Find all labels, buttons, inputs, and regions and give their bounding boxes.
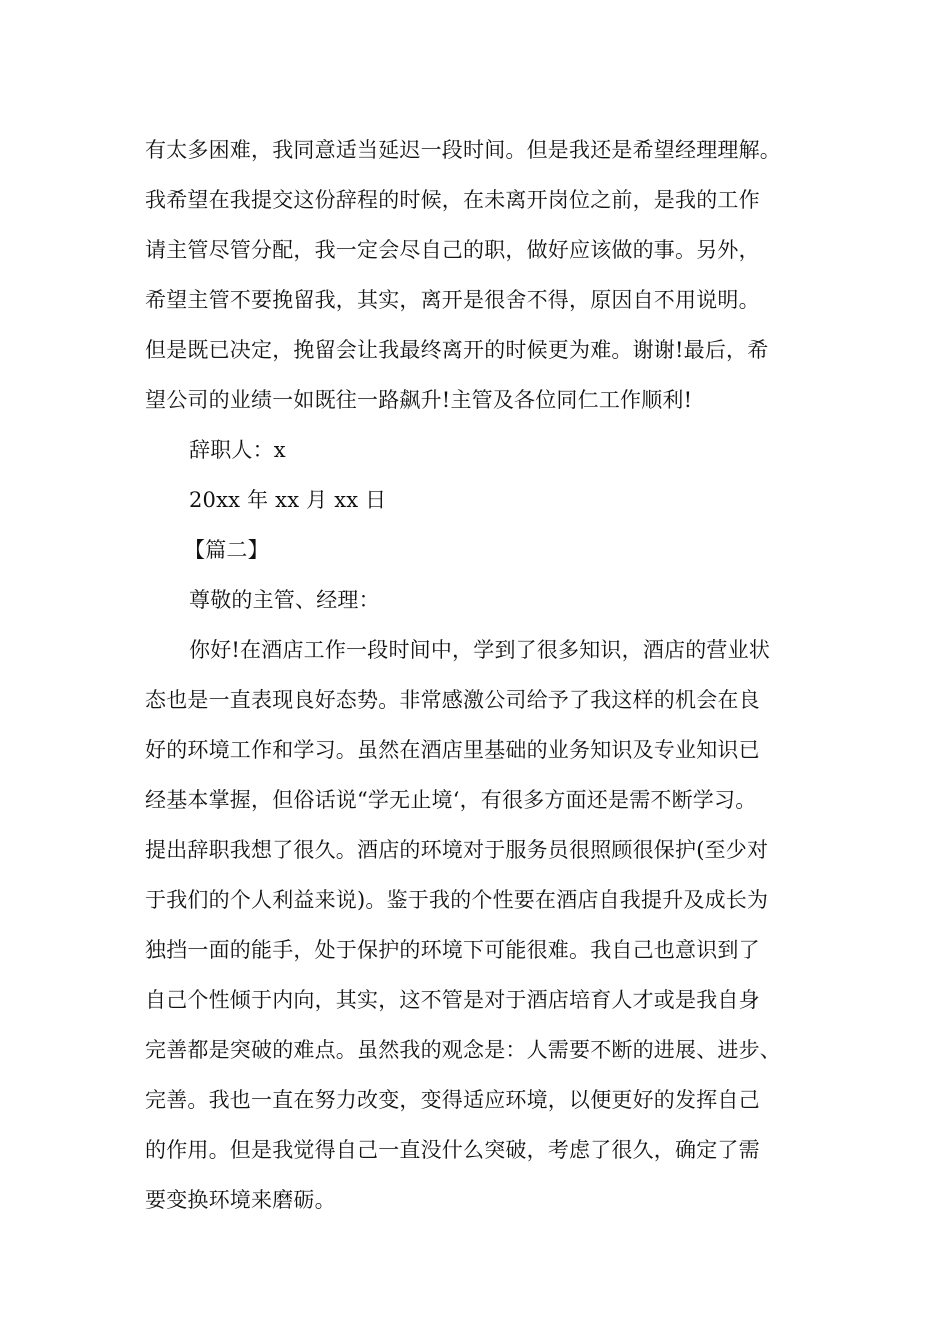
- paragraph-line: 希望主管不要挽留我，其实，离开是很舍不得，原因自不用说明。: [145, 288, 760, 312]
- paragraph-line: 完善都是突破的难点。虽然我的观念是：人需要不断的进展、进步、: [145, 1038, 781, 1062]
- paragraph-line: 态也是一直表现良好态势。非常感激公司给予了我这样的机会在良: [145, 688, 760, 712]
- paragraph-line: 你好!在酒店工作一段时间中，学到了很多知识，酒店的营业状: [189, 638, 771, 662]
- section-heading: 【篇二】: [184, 538, 269, 562]
- paragraph-line: 于我们的个人利益来说)。鉴于我的个性要在酒店自我提升及成长为: [145, 888, 769, 912]
- paragraph-line: 的作用。但是我觉得自己一直没什么突破，考虑了很久，确定了需: [145, 1138, 760, 1162]
- paragraph-line: 望公司的业绩一如既往一路飙升!主管及各位同仁工作顺利!: [145, 388, 693, 412]
- salutation-line: 尊敬的主管、经理：: [189, 588, 380, 612]
- paragraph-line: 独挡一面的能手，处于保护的环境下可能很难。我自己也意识到了: [145, 938, 760, 962]
- paragraph-line: 完善。我也一直在努力改变，变得适应环境，以便更好的发挥自己: [145, 1088, 760, 1112]
- paragraph-line: 提出辞职我想了很久。酒店的环境对于服务员很照顾很保护(至少对: [145, 838, 769, 862]
- date-line: 20xx 年 xx 月 xx 日: [189, 488, 387, 512]
- signature-line: 辞职人：x: [189, 438, 286, 462]
- paragraph-line: 要变换环境来磨砺。: [145, 1188, 336, 1212]
- paragraph-line: 自己个性倾于内向，其实，这不管是对于酒店培育人才或是我自身: [145, 988, 760, 1012]
- paragraph-line: 有太多困难，我同意适当延迟一段时间。但是我还是希望经理理解。: [145, 138, 781, 162]
- paragraph-line: 请主管尽管分配，我一定会尽自己的职，做好应该做的事。另外，: [145, 238, 760, 262]
- paragraph-line: 经基本掌握，但俗话说“学无止境‘，有很多方面还是需不断学习。: [145, 788, 757, 812]
- paragraph-line: 我希望在我提交这份辞程的时候，在未离开岗位之前，是我的工作: [145, 188, 760, 212]
- paragraph-line: 好的环境工作和学习。虽然在酒店里基础的业务知识及专业知识已: [145, 738, 760, 762]
- paragraph-line: 但是既已决定，挽留会让我最终离开的时候更为难。谢谢!最后，希: [145, 338, 769, 362]
